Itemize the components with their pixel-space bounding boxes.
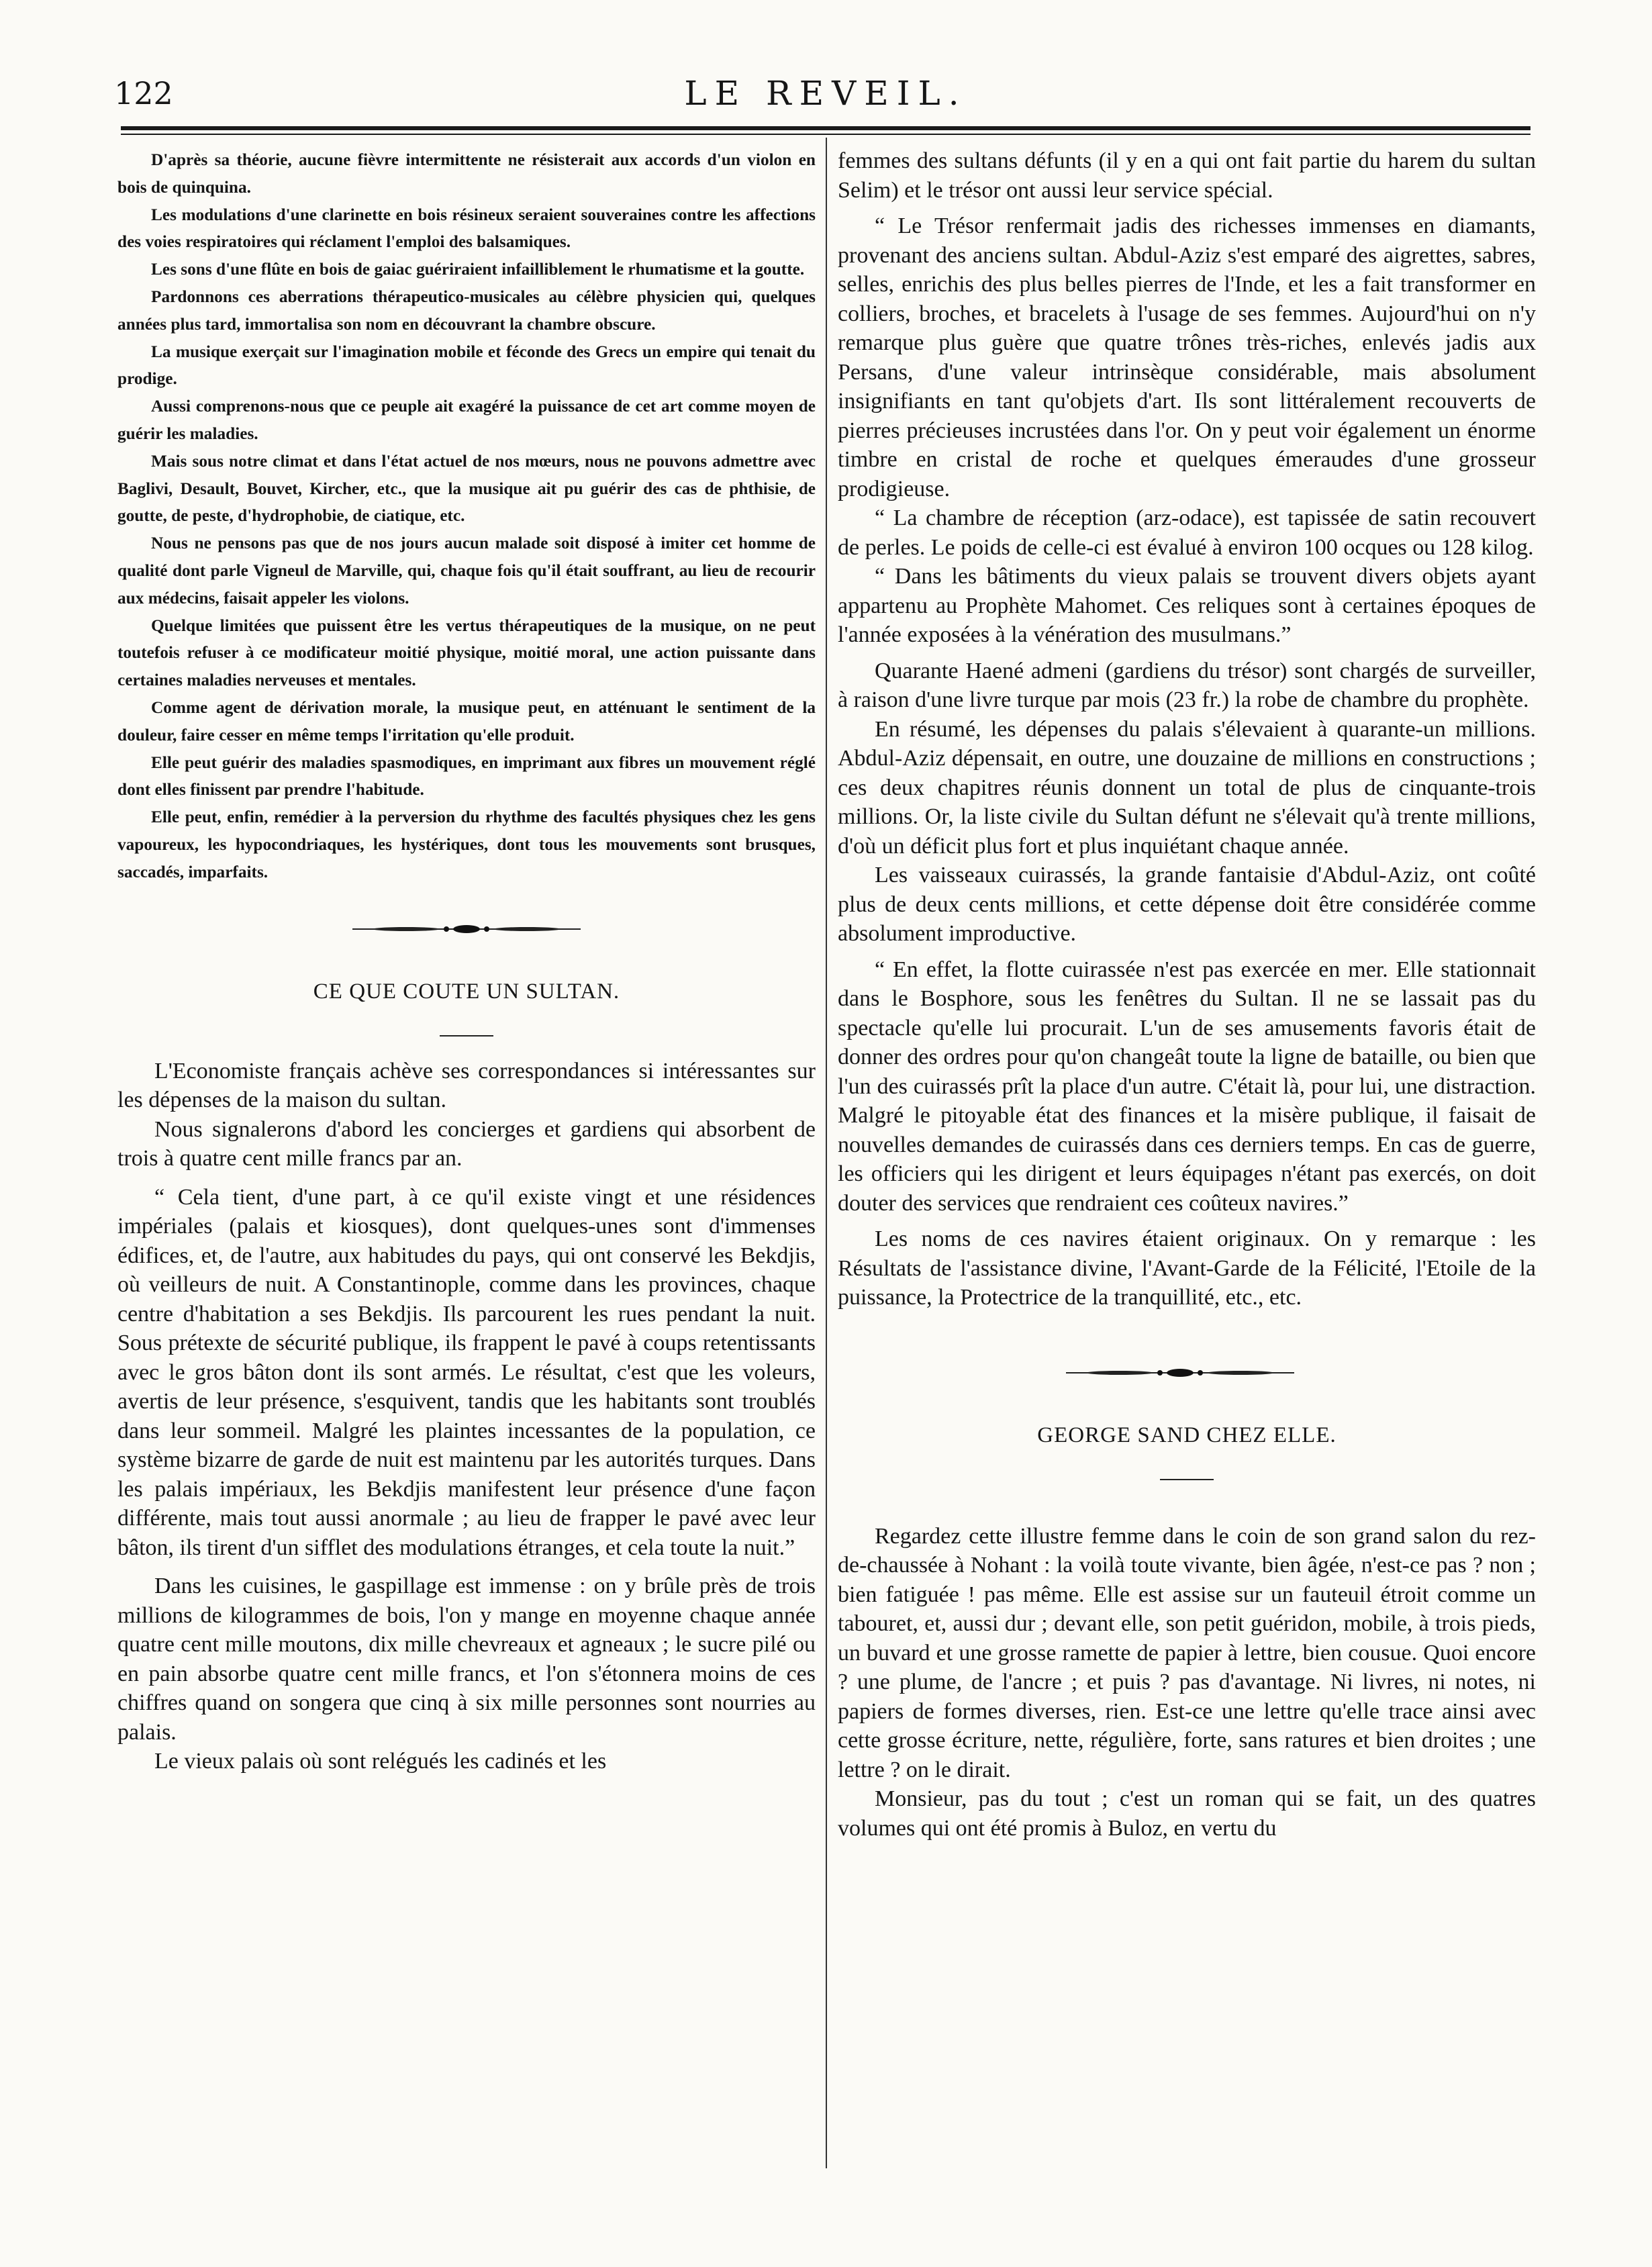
article-paragraph: Quarante Haené admeni (gardiens du trésor) sont chargés de surveiller, à raison d'une livre turque par mois (23 fr.) la robe de chambre du prophète.	[838, 658, 1536, 712]
article-paragraph: Aussi comprenons-nous que ce peuple ait exagéré la puissance de cet art comme moyen de guérir les maladies.	[117, 397, 816, 443]
article-paragraph: D'après sa théorie, aucune fièvre intermittente ne résisterait aux accords d'un violon en bois de quinquina.	[117, 150, 816, 197]
article-paragraph: “ En effet, la flotte cuirassée n'est pas exercée en mer. Elle stationnait dans le Bosphore, sous les fenêtres du Sultan. Il ne se lassait pas du spectacle qu'elle lui procurait. L'un de ses amusements favoris était de donner des ordres pour qu'on changeât toute la ligne de bataille, ou bien que l'un des cuirassés prît la place d'un autre. C'était là, pour lui, une distraction. Malgré le pitoyable état des finances et la misère publique, il faisait de nouvelles demandes de cuirassés dans ces derniers temps. En cas de guerre, les officiers qui les dirigent et leurs équipages n'étant pas exercés, on doit douter des services que rendraient ces coûteux navires.”	[838, 957, 1536, 1216]
article-paragraph: Monsieur, pas du tout ; c'est un roman qui se fait, un des quatres volumes qui ont été promis à Buloz, en vertu du	[838, 1786, 1536, 1841]
sultan-article-continued	[838, 146, 1536, 1312]
article-paragraph: Le vieux palais où sont relégués les cadinés et les	[154, 1749, 607, 1774]
article-paragraph: Les modulations d'une clarinette en bois résineux seraient souveraines contre les affections des voies respiratoires qui réclament l'emploi des balsamiques.	[117, 205, 816, 252]
article-paragraph: femmes des sultans défunts (il y en a qui ont fait partie du harem du sultan Selim) et le trésor ont aussi leur service spécial.	[838, 148, 1536, 203]
article-paragraph: Les vaisseaux cuirassés, la grande fantaisie d'Abdul-Aziz, ont coûté plus de deux cents millions, et cette dépense doit être considérée comme absolument improductive.	[838, 863, 1536, 946]
article-paragraph: Nous signalerons d'abord les concierges et gardiens qui absorbent de trois à quatre cent mille francs par an.	[117, 1116, 816, 1171]
article-paragraph: Quelque limitées que puissent être les vertus thérapeutiques de la musique, on ne peut toutefois refuser à ce modificateur moitié physique, moitié moral, une action puissante dans certaines maladies nerveuses et mentales.	[117, 616, 816, 690]
article-paragraph: Les noms de ces navires étaient originaux. On y remarque : les Résultats de l'assistance divine, l'Avant-Garde de la Félicité, l'Etoile de la puissance, la Protectrice de la tranquillité, etc., etc.	[838, 1226, 1536, 1310]
ornament-divider	[117, 916, 816, 943]
george-sand-article	[838, 1522, 1536, 1843]
article-paragraph: Nous ne pensons pas que de nos jours aucun malade soit disposé à imiter cet homme de qualité dont parle Vigneul de Marville, qui, chaque fois qu'il était souffrant, au lieu de recourir aux médecins, faisait appeler les violons.	[117, 534, 816, 608]
journal-title: LE REVEIL.	[684, 74, 967, 113]
article-paragraph: L'Economiste français achève ses correspondances si intéressantes sur les dépenses de la maison du sultan.	[117, 1058, 816, 1113]
article-paragraph: “ Dans les bâtiments du vieux palais se trouvent divers objets ayant appartenu au Prophète Mahomet. Ces reliques sont à certaines époques de l'année exposées à la vénération des musulmans.”	[838, 564, 1536, 647]
header-rule-thin	[121, 134, 1530, 135]
article-paragraph: Comme agent de dérivation morale, la musique peut, en atténuant le sentiment de la douleur, faire cesser en même temps l'irritation qu'elle produit.	[117, 697, 816, 744]
left-column	[117, 146, 816, 1776]
article-paragraph: Pardonnons ces aberrations thérapeutico-musicales au célèbre physicien qui, quelques années plus tard, immortalisa son nom en découvrant la chambre obscure.	[117, 287, 816, 334]
title-rule	[440, 1035, 493, 1036]
article-paragraph: La musique exerçait sur l'imagination mobile et féconde des Grecs un empire qui tenait du prodige.	[117, 342, 816, 389]
sultan-article	[117, 1057, 816, 1776]
right-column	[838, 146, 1536, 1843]
page-header	[114, 74, 1537, 121]
article-paragraph: Mais sous notre climat et dans l'état actuel de nos mœurs, nous ne pouvons admettre avec Baglivi, Desault, Bouvet, Kircher, etc., que la musique ait pu guérir des cas de phthisie, de goutte, de peste, d'hydrophobie, de ciatique, etc.	[117, 451, 816, 526]
article-paragraph: “ Le Trésor renfermait jadis des richesses immenses en diamants, provenant des anciens sultan. Abdul-Aziz s'est emparé des aigrettes, sabres, selles, enrichis des plus belles pierres de l'Inde, et les a fait transformer en colliers, broches, et bracelets à l'usage de ses femmes. Aujourd'hui on n'y remarque plus guère que quatre trônes très-riches, enlevés jadis aux Persans, d'une valeur intrinsèque considérable, mais absolument insignifiants en tant qu'objets d'art. Ils sont littéralement recouverts de pierres précieuses incrustées dans l'or. On y peut voir également un énorme timbre en cristal de roche et quelques émeraudes d'une grosseur prodigieuse.	[838, 213, 1536, 501]
music-article	[117, 146, 816, 886]
title-rule	[1160, 1479, 1214, 1480]
article-paragraph: “ La chambre de réception (arz-odace), est tapissée de satin recouvert de perles. Le poids de celle-ci est évalué à environ 100 ocques ou 128 kilog.	[838, 505, 1536, 560]
article-paragraph: Elle peut guérir des maladies spasmodiques, en imprimant aux fibres un mouvement réglé dont elles finissent par prendre l'habitude.	[117, 753, 816, 800]
header-rule-thick	[121, 126, 1530, 130]
article-paragraph: En résumé, les dépenses du palais s'élevaient à quarante-un millions. Abdul-Aziz dépensait, en outre, une douzaine de millions en constructions ; ces deux chapitres réunis donnent un total de plus de cinquante-trois millions. Or, la liste civile du Sultan défunt ne s'élevait qu'à trente millions, d'où un déficit plus fort et plus inquiétant chaque année.	[838, 716, 1536, 859]
section-title-george-sand: GEORGE SAND CHEZ ELLE.	[1037, 1422, 1337, 1447]
column-divider	[826, 138, 827, 2168]
article-paragraph: Elle peut, enfin, remédier à la perversion du rhythme des facultés physiques chez les gens vapoureux, les hypocondriaques, les hystériques, dont tous les mouvements sont brusques, saccadés, imparfaits.	[117, 808, 816, 881]
article-paragraph: Dans les cuisines, le gaspillage est immense : on y brûle près de trois millions de kilogrammes de bois, l'on y mange en moyenne chaque année quatre cent mille moutons, dix mille chevreaux et agneaux ; le sucre pilé ou en pain absorbe quatre cent mille francs, et l'on s'étonnera moins de ces chiffres quand on songera que cinq à six mille personnes sont nourries au palais.	[117, 1574, 816, 1745]
article-paragraph: Regardez cette illustre femme dans le coin de son grand salon du rez-de-chaussée à Nohant : la voilà toute vivante, bien âgée, n'est-ce pas ? non ; bien fatiguée ! pas même. Elle est assise sur un fauteuil étroit comme un tabouret, et, aussi dur ; devant elle, son petit guéridon, mobile, à trois pieds, un buvard et une grosse ramette de papier à lettre, bien cousue. Quoi encore ? une plume, de l'ancre ; et puis ? pas d'avantage. Ni livres, ni notes, ni papiers de formes diverses, rien. Est-ce une lettre qu'elle trace ainsi avec cette grosse écriture, nette, régulière, forte, sans ratures et bien droites ; une lettre ? on le dirait.	[838, 1523, 1536, 1782]
section-title-sultan: CE QUE COUTE UN SULTAN.	[313, 979, 620, 1004]
ornament-divider	[838, 1359, 1536, 1386]
page-number: 122	[114, 75, 173, 111]
article-paragraph: Les sons d'une flûte en bois de gaiac guériraient infailliblement le rhumatisme et la goutte.	[151, 260, 805, 279]
article-paragraph: “ Cela tient, d'une part, à ce qu'il existe vingt et une résidences impériales (palais et kiosques), dont quelques-unes sont d'immenses édifices, et, de l'autre, aux habitudes du pays, qui ont conservé les Bekdjis, où veilleurs de nuit. A Constantinople, comme dans les provinces, chaque centre d'habitation a ses Bekdjis. Ils parcourent les rues pendant la nuit. Sous prétexte de sécurité publique, ils frappent le pavé à coups retentissants avec le gros bâton dont ils sont armés. Le résultat, c'est que les voleurs, avertis de leur présence, s'esquivent, tandis que les habitants sont troublés dans leur sommeil. Malgré les plaintes incessantes de la population, ce système bizarre de garde de nuit est maintenu par les autorités turques. Dans les palais impériaux, les Bekdjis manifestent leur présence d'une façon différente, mais tout aussi anormale ; au lieu de frapper le pavé avec leur bâton, ils tirent d'un sifflet des modulations étranges, et cela toute la nuit.”	[117, 1184, 816, 1560]
